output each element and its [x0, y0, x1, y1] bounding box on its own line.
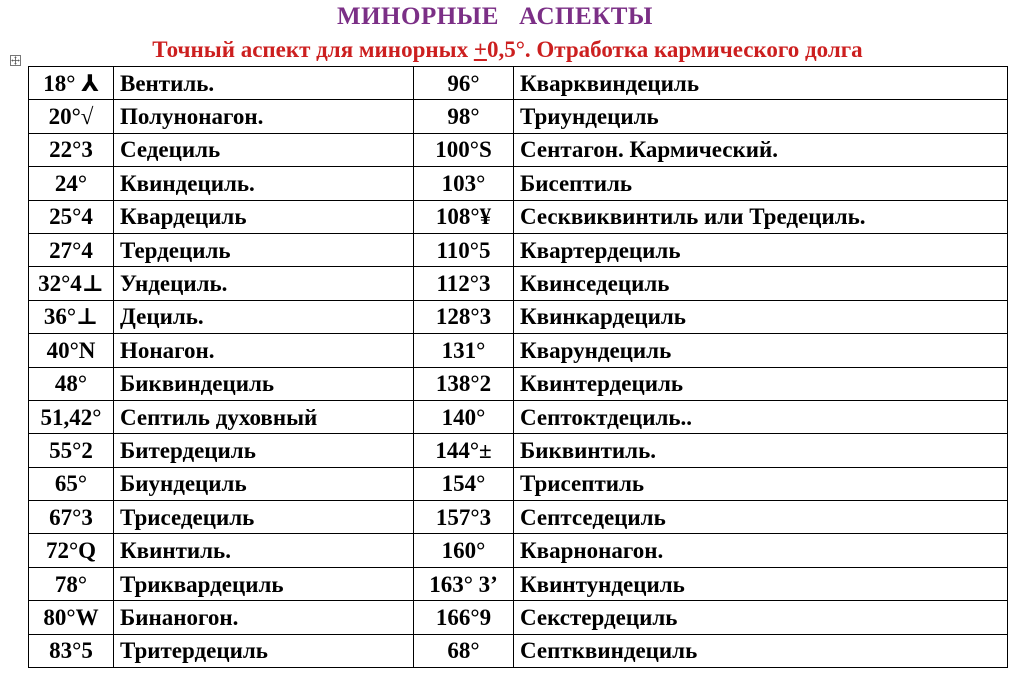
table-row	[29, 634, 1008, 667]
right-degree-cell: 100°S	[414, 133, 514, 166]
table-row	[29, 334, 1008, 367]
table-row	[29, 167, 1008, 200]
left-aspect-name-cell: Тердециль	[114, 233, 414, 266]
table-row	[29, 534, 1008, 567]
table-row	[29, 133, 1008, 166]
four-arrows-move-icon[interactable]	[10, 55, 21, 66]
right-aspect-name-cell: Квинседециль	[514, 267, 1008, 300]
right-aspect-name-cell: Квартердециль	[514, 233, 1008, 266]
right-aspect-name-cell: Кварквиндециль	[514, 67, 1008, 100]
left-degree-cell: 55°2	[29, 434, 114, 467]
left-degree-cell: 20°√	[29, 100, 114, 133]
right-aspect-name-cell: Септоктдециль..	[514, 400, 1008, 433]
page-title: МИНОРНЫЕ АСПЕКТЫ	[337, 3, 653, 30]
left-aspect-name-cell: Тритердециль	[114, 634, 414, 667]
left-degree-cell: 32°4⊥	[29, 267, 114, 300]
right-degree-cell: 144°±	[414, 434, 514, 467]
left-degree-cell: 25°4	[29, 200, 114, 233]
right-aspect-name-cell: Квинтундециль	[514, 567, 1008, 600]
left-aspect-name-cell: Нонагон.	[114, 334, 414, 367]
left-aspect-name-cell: Триквардециль	[114, 567, 414, 600]
right-aspect-name-cell: Секстердециль	[514, 601, 1008, 634]
right-aspect-name-cell: Трисептиль	[514, 467, 1008, 500]
left-degree-cell: 27°4	[29, 233, 114, 266]
left-aspect-name-cell: Битердециль	[114, 434, 414, 467]
right-degree-cell: 128°3	[414, 300, 514, 333]
right-degree-cell: 98°	[414, 100, 514, 133]
right-aspect-name-cell: Триундециль	[514, 100, 1008, 133]
right-aspect-name-cell: Кварнонагон.	[514, 534, 1008, 567]
right-degree-cell: 140°	[414, 400, 514, 433]
left-degree-cell: 83°5	[29, 634, 114, 667]
right-aspect-name-cell: Квинкардециль	[514, 300, 1008, 333]
right-aspect-name-cell: Септседециль	[514, 501, 1008, 534]
table-row	[29, 233, 1008, 266]
right-aspect-name-cell: Сентагон. Кармический.	[514, 133, 1008, 166]
left-degree-cell: 48°	[29, 367, 114, 400]
left-aspect-name-cell: Полунонагон.	[114, 100, 414, 133]
right-degree-cell: 166°9	[414, 601, 514, 634]
right-degree-cell: 96°	[414, 67, 514, 100]
left-aspect-name-cell: Седециль	[114, 133, 414, 166]
left-aspect-name-cell: Бинаногон.	[114, 601, 414, 634]
right-degree-cell: 160°	[414, 534, 514, 567]
left-aspect-name-cell: Квинтиль.	[114, 534, 414, 567]
aspects-table	[28, 66, 1008, 668]
left-degree-cell: 18° ⅄	[29, 67, 114, 100]
table-row	[29, 300, 1008, 333]
left-aspect-name-cell: Септиль духовный	[114, 400, 414, 433]
left-degree-cell: 40°N	[29, 334, 114, 367]
right-degree-cell: 154°	[414, 467, 514, 500]
table-row	[29, 367, 1008, 400]
right-degree-cell: 138°2	[414, 367, 514, 400]
right-aspect-name-cell: Квинтердециль	[514, 367, 1008, 400]
table-row	[29, 400, 1008, 433]
table-row	[29, 601, 1008, 634]
right-degree-cell: 103°	[414, 167, 514, 200]
left-degree-cell: 80°W	[29, 601, 114, 634]
right-degree-cell: 112°3	[414, 267, 514, 300]
right-degree-cell: 163° 3’	[414, 567, 514, 600]
right-aspect-name-cell: Кварундециль	[514, 334, 1008, 367]
left-degree-cell: 78°	[29, 567, 114, 600]
subtitle-suffix: 0,5°. Отработка кармического долга	[486, 37, 863, 62]
left-aspect-name-cell: Дециль.	[114, 300, 414, 333]
left-degree-cell: 51,42°	[29, 400, 114, 433]
subtitle-plus-minus: +	[473, 37, 487, 62]
left-degree-cell: 36°⊥	[29, 300, 114, 333]
right-degree-cell: 110°5	[414, 233, 514, 266]
right-degree-cell: 131°	[414, 334, 514, 367]
right-aspect-name-cell: Септквиндециль	[514, 634, 1008, 667]
left-aspect-name-cell: Квиндециль.	[114, 167, 414, 200]
left-degree-cell: 24°	[29, 167, 114, 200]
left-aspect-name-cell: Квардециль	[114, 200, 414, 233]
page-subtitle	[30, 37, 985, 63]
table-row	[29, 67, 1008, 100]
right-aspect-name-cell: Биквинтиль.	[514, 434, 1008, 467]
right-degree-cell: 108°¥	[414, 200, 514, 233]
right-degree-cell: 68°	[414, 634, 514, 667]
left-aspect-name-cell: Биундециль	[114, 467, 414, 500]
table-row	[29, 501, 1008, 534]
right-aspect-name-cell: Бисептиль	[514, 167, 1008, 200]
table-row	[29, 200, 1008, 233]
left-aspect-name-cell: Вентиль.	[114, 67, 414, 100]
table-row	[29, 267, 1008, 300]
left-degree-cell: 65°	[29, 467, 114, 500]
left-degree-cell: 22°3	[29, 133, 114, 166]
left-degree-cell: 67°3	[29, 501, 114, 534]
left-degree-cell: 72°Q	[29, 534, 114, 567]
table-row	[29, 100, 1008, 133]
move-arrows-icon	[11, 56, 20, 65]
table-row	[29, 434, 1008, 467]
left-aspect-name-cell: Ундециль.	[114, 267, 414, 300]
left-aspect-name-cell: Биквиндециль	[114, 367, 414, 400]
left-aspect-name-cell: Триседециль	[114, 501, 414, 534]
subtitle-prefix: Точный аспект для минорных	[152, 37, 474, 62]
table-row	[29, 567, 1008, 600]
right-aspect-name-cell: Сесквиквинтиль или Тредециль.	[514, 200, 1008, 233]
right-degree-cell: 157°3	[414, 501, 514, 534]
table-row	[29, 467, 1008, 500]
